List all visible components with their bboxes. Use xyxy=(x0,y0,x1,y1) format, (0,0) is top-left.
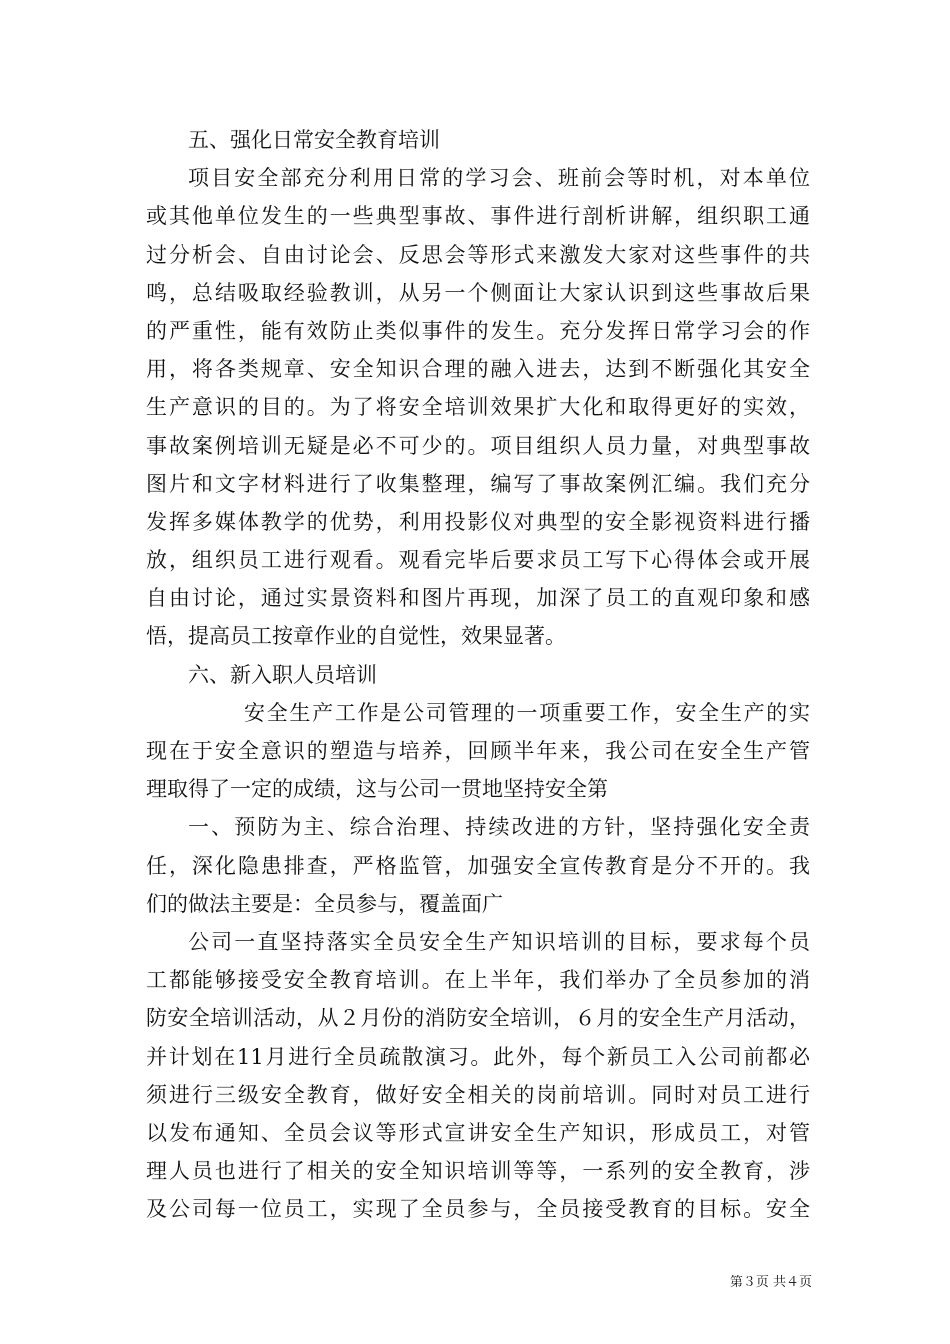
paragraph-line: 现在于安全意识的塑造与培养，回顾半年来，我公司在安全生产管 xyxy=(146,739,810,763)
paragraph-line: 事故案例培训无疑是必不可少的。项目组织人员力量，对典型事故 xyxy=(146,433,810,458)
paragraph-line: 理取得了一定的成绩，这与公司一贯地坚持安全第 xyxy=(146,777,608,802)
paragraph-line: 鸣，总结吸取经验教训，从另一个侧面让大家认识到这些事故后果 xyxy=(146,280,810,305)
paragraph-line: 须进行三级安全教育，做好安全相关的岗前培训。同时对员工进行 xyxy=(146,1082,810,1107)
paragraph-line: 公司一直坚持落实全员安全生产知识培训的目标，要求每个员 xyxy=(188,929,810,954)
paragraph-line: 悟，提高员工按章作业的自觉性，效果显著。 xyxy=(146,624,566,649)
paragraph-line: 图片和文字材料进行了收集整理，编写了事故案例汇编。我们充分 xyxy=(146,471,810,496)
paragraph-line: 安全生产工作是公司管理的一项重要工作，安全生产的实 xyxy=(244,700,810,725)
page-number: 第３页 共４页 xyxy=(729,1275,812,1290)
paragraph-line: 生产意识的目的。为了将安全培训效果扩大化和取得更好的实效， xyxy=(146,395,810,420)
section-heading-6: 六、新入职人员培训 xyxy=(188,662,377,687)
paragraph-line: 用，将各类规章、安全知识合理的融入进去，达到不断强化其安全 xyxy=(146,357,810,382)
paragraph-line: 自由讨论，通过实景资料和图片再现，加深了员工的直观印象和感 xyxy=(146,586,810,611)
paragraph-line: 并计划在11月进行全员疏散演习。此外，每个新员工入公司前都必 xyxy=(146,1044,810,1069)
document-body xyxy=(146,121,810,1228)
paragraph-line: 理人员也进行了相关的安全知识培训等等，一系列的安全教育，涉 xyxy=(146,1159,810,1184)
paragraph-line: 一、预防为主、综合治理、持续改进的方针，坚持强化安全责 xyxy=(188,815,810,840)
paragraph-line: 的严重性，能有效防止类似事件的发生。充分发挥日常学习会的作 xyxy=(146,318,810,343)
paragraph-line: 任，深化隐患排查，严格监管，加强安全宣传教育是分不开的。我 xyxy=(146,853,810,878)
paragraph-line: 过分析会、自由讨论会、反思会等形式来激发大家对这些事件的共 xyxy=(146,242,810,267)
paragraph-line: 工都能够接受安全教育培训。在上半年，我们举办了全员参加的消 xyxy=(146,968,810,993)
paragraph-line: 放，组织员工进行观看。观看完毕后要求员工写下心得体会或开展 xyxy=(146,548,810,573)
paragraph-line: 们的做法主要是：全员参与，覆盖面广 xyxy=(146,891,503,916)
paragraph-line: 及公司每一位员工，实现了全员参与，全员接受教育的目标。安全 xyxy=(146,1197,810,1222)
section-heading-5: 五、强化日常安全教育培训 xyxy=(188,128,440,152)
paragraph-line: 防安全培训活动，从２月份的消防安全培训，６月的安全生产月活动， xyxy=(146,1006,810,1031)
paragraph-line: 发挥多媒体教学的优势，利用投影仪对典型的安全影视资料进行播 xyxy=(146,509,810,534)
paragraph-line: 或其他单位发生的一些典型事故、事件进行剖析讲解，组织职工通 xyxy=(146,204,810,229)
paragraph-line: 项目安全部充分利用日常的学习会、班前会等时机，对本单位 xyxy=(188,166,810,191)
paragraph-line: 以发布通知、全员会议等形式宣讲安全生产知识，形成员工，对管 xyxy=(146,1120,810,1145)
